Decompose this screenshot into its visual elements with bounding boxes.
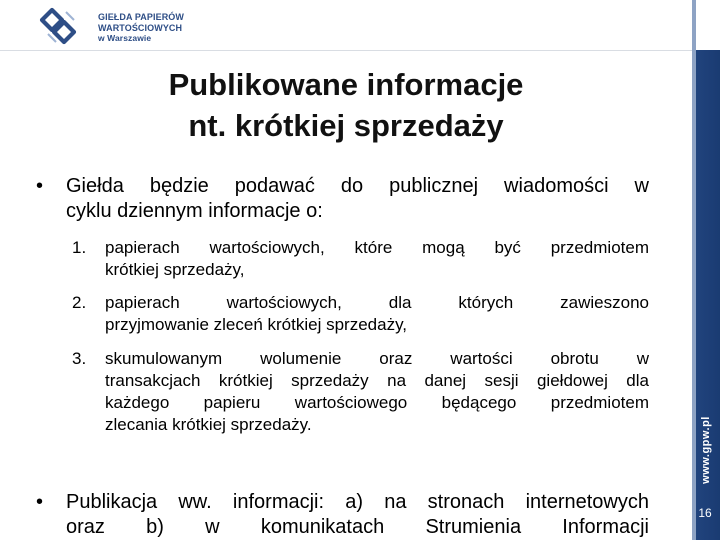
item-line: papierach wartościowych, dla których zawieszono [105, 293, 649, 312]
slide-header [0, 0, 692, 51]
item-line: każdego papieru wartościowego będącego przedmiotem [105, 393, 649, 412]
bullet-text [66, 490, 649, 540]
bullet-marker: • [36, 491, 44, 513]
item-line: przyjmowanie zleceń krótkiej sprzedaży, [105, 315, 408, 334]
sidebar-top-band [692, 0, 720, 50]
logo-line-2: WARTOŚCIOWYCH [98, 22, 183, 33]
bullet-line: cyklu dziennym informacje o: [66, 200, 323, 222]
item-number: 1. [72, 238, 87, 257]
gpw-logo-icon [36, 4, 80, 46]
slide-title [40, 64, 652, 146]
item-text [105, 237, 649, 281]
title-line-2: nt. krótkiej sprzedaży [188, 108, 504, 143]
logo-wordmark [98, 12, 184, 44]
item-line: krótkiej sprzedaży, [105, 260, 245, 279]
item-text [105, 348, 649, 436]
sidebar-edge [692, 0, 696, 540]
page-number: 16 [698, 506, 712, 520]
logo-line-3: w Warszawie [98, 33, 152, 43]
website-url[interactable]: www.gpw.pl [700, 416, 712, 484]
item-number: 2. [72, 293, 87, 312]
item-number: 3. [72, 349, 87, 368]
item-line: papierach wartościowych, które mogą być przedmiotem [105, 238, 649, 257]
bullet-text [66, 174, 649, 224]
logo-line-1: GIEŁDA PAPIERÓW [98, 12, 185, 22]
item-line: zlecania krótkiej sprzedaży. [105, 415, 312, 434]
bullet-marker: • [36, 175, 44, 197]
title-line-1: Publikowane informacje [168, 67, 524, 102]
bullet-line: Giełda będzie podawać do publicznej wiadomości w [66, 175, 649, 197]
item-text [105, 292, 649, 336]
bullet-line: oraz b) w komunikatach Strumienia Informacji [66, 516, 649, 538]
item-line: transakcjach krótkiej sprzedaży na danej sesji giełdowej dla [105, 371, 649, 390]
item-line: skumulowanym wolumenie oraz wartości obrotu w [105, 349, 649, 368]
bullet-line: Publikacja ww. informacji: a) na stronach internetowych [66, 491, 649, 513]
